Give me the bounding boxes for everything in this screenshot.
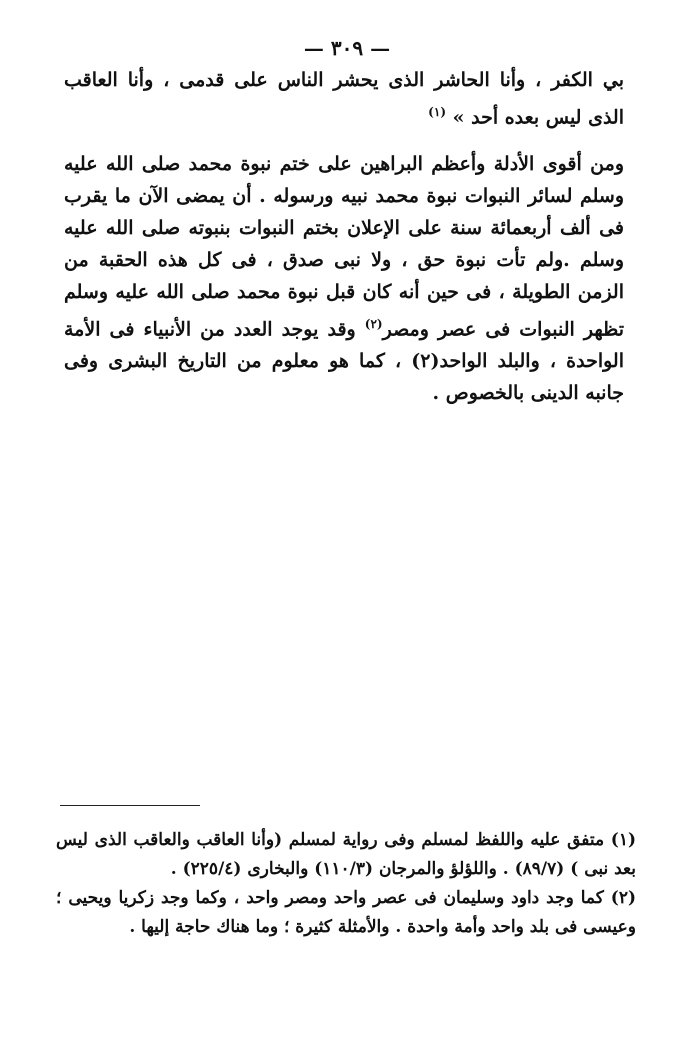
footnotes <box>56 826 636 942</box>
paragraph-text: ومن أقوى الأدلة وأعظم البراهين على ختم نبوة محمد صلى الله عليه وسلم لسائر النبوات نبوة محمد نبيه ورسوله . أن يمضى الآن ما يقرب فى ألف أربعمائة سنة على الإعلان بختم النبوات بنبوته صلى الله عليه وسلم .ولم تأت نبوة حق ، ولا نبى صدق ، فى كل هذه الحقبة من الزمن الطويلة ، فى حين أنه كان قبل نبوة محمد صلى الله عليه وسلم تظهر النبوات فى عصر ومصر <box>64 153 624 341</box>
paragraph-text: وقد يوجد العدد من الأنبياء فى الأمة الواحدة ، والبلد الواحد(٢) ، كما هو معلوم من التاريخ البشرى وفى جانبه الدينى بالخصوص . <box>64 318 624 405</box>
footnote-ref-1: (١) <box>428 105 446 119</box>
footnote-2: (٢) كما وجد داود وسليمان فى عصر واحد ومصر واحد ، وكما وجد زكريا ويحيى ؛ وعيسى فى بلد واحد وأمة واحدة . والأمثلة كثيرة ؛ وما هناك حاجة إليها . <box>56 888 636 937</box>
footnote-separator <box>60 805 200 806</box>
paragraph-hadith-ending <box>64 64 624 133</box>
paragraph-seal-of-prophethood <box>64 148 624 409</box>
page-number: — ٣٠٩ — <box>303 36 391 60</box>
footnote-1: (١) متفق عليه واللفظ لمسلم وفى رواية لمسلم (وأنا العاقب والعاقب الذى ليس بعد نبى ) (٨٩/٧) . واللؤلؤ والمرجان (١١٠/٣) والبخارى (٢٢٥/٤) . <box>56 830 636 879</box>
paragraph-text: بي الكفر ، وأنا الحاشر الذى يحشر الناس على قدمى ، وأنا العاقب الذى ليس بعده أحد » <box>64 69 624 129</box>
footnote-ref-2: (٢) <box>364 317 383 331</box>
